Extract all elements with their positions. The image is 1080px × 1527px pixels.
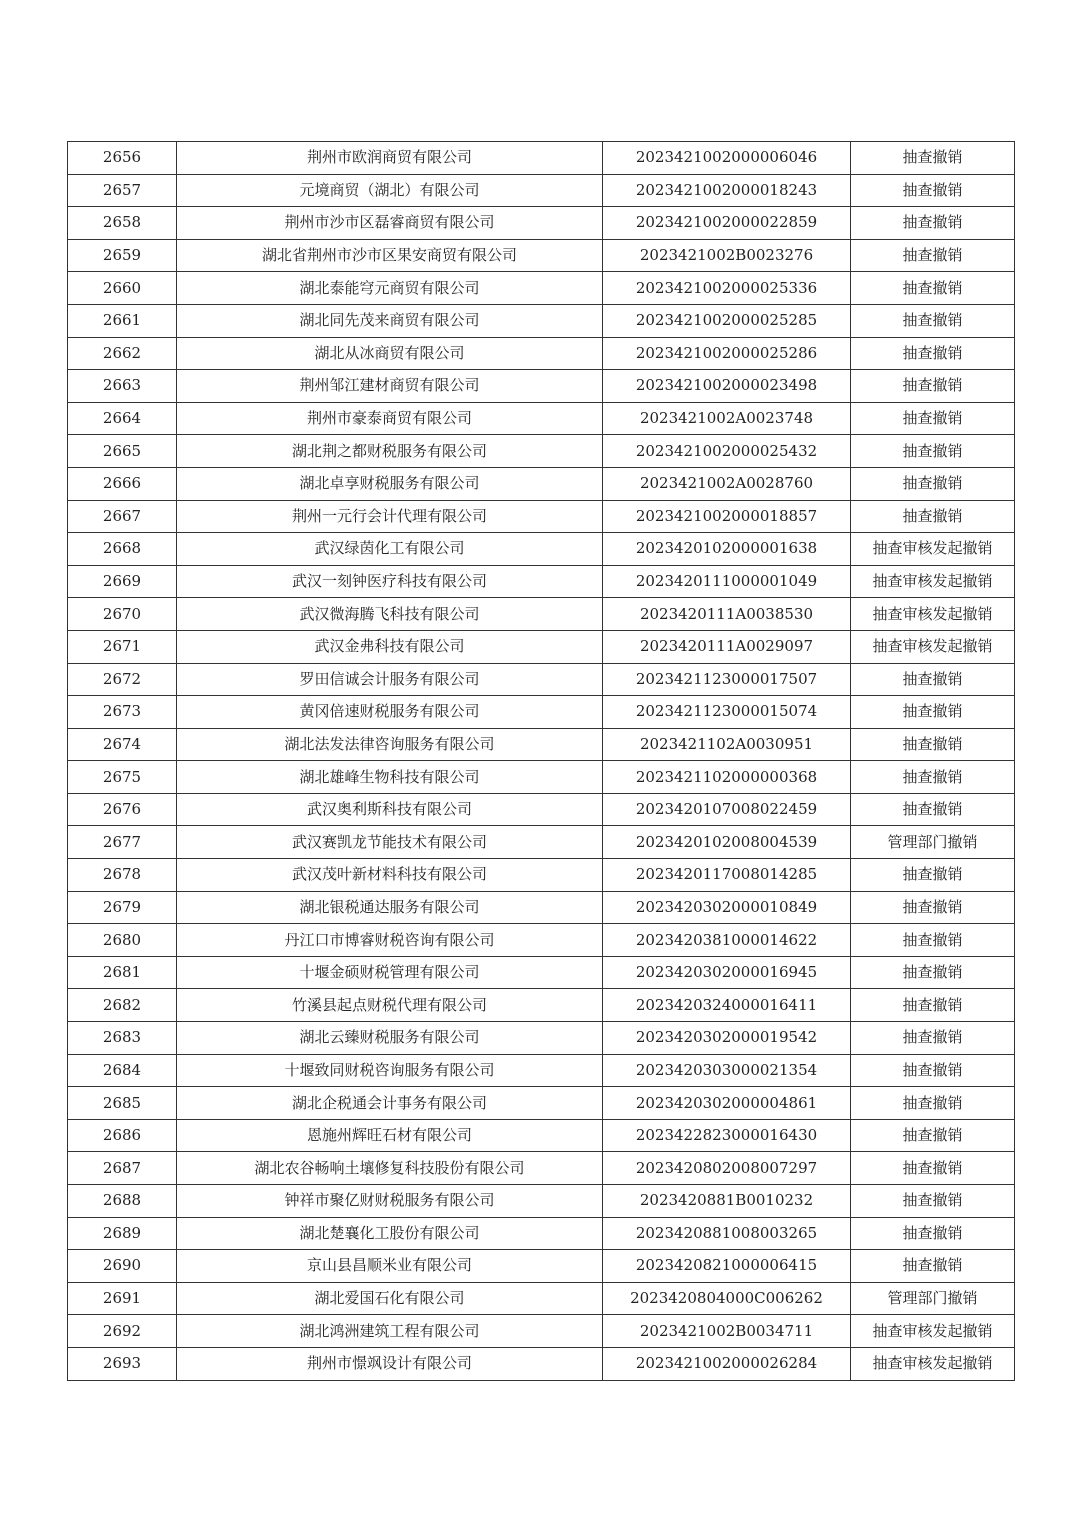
table-row (68, 1282, 1015, 1315)
row-number-cell: 2675 (68, 761, 177, 794)
company-name-cell: 元境商贸（湖北）有限公司 (177, 174, 603, 207)
registration-code-cell: 2023421002000006046 (603, 142, 851, 175)
row-number-cell: 2658 (68, 207, 177, 240)
company-name-cell: 荆州市沙市区磊睿商贸有限公司 (177, 207, 603, 240)
table-row (68, 1250, 1015, 1283)
registration-code-cell: 2023421002000022859 (603, 207, 851, 240)
row-number-cell: 2659 (68, 239, 177, 272)
table-row (68, 630, 1015, 663)
row-number-cell: 2668 (68, 533, 177, 566)
row-number-cell: 2683 (68, 1022, 177, 1055)
company-name-cell: 湖北农谷畅响土壤修复科技股份有限公司 (177, 1152, 603, 1185)
row-number-cell: 2681 (68, 956, 177, 989)
company-name-cell: 武汉金弗科技有限公司 (177, 630, 603, 663)
revocation-status-cell: 抽查撤销 (851, 924, 1015, 957)
row-number-cell: 2686 (68, 1119, 177, 1152)
company-name-cell: 湖北云臻财税服务有限公司 (177, 1022, 603, 1055)
row-number-cell: 2674 (68, 728, 177, 761)
row-number-cell: 2685 (68, 1087, 177, 1120)
revocation-status-cell: 抽查撤销 (851, 239, 1015, 272)
revocation-status-cell: 抽查撤销 (851, 272, 1015, 305)
revocation-status-cell: 抽查撤销 (851, 174, 1015, 207)
company-name-cell: 湖北卓享财税服务有限公司 (177, 467, 603, 500)
row-number-cell: 2690 (68, 1250, 177, 1283)
revocation-status-cell: 抽查撤销 (851, 142, 1015, 175)
row-number-cell: 2693 (68, 1347, 177, 1380)
row-number-cell: 2676 (68, 793, 177, 826)
table-row (68, 467, 1015, 500)
revocation-status-cell: 抽查撤销 (851, 1054, 1015, 1087)
table-row (68, 859, 1015, 892)
revocation-status-cell: 抽查撤销 (851, 1185, 1015, 1218)
row-number-cell: 2673 (68, 696, 177, 729)
registration-code-cell: 2023420802008007297 (603, 1152, 851, 1185)
table-row (68, 533, 1015, 566)
company-name-cell: 湖北从冰商贸有限公司 (177, 337, 603, 370)
registration-code-cell: 2023421002000023498 (603, 370, 851, 403)
revocation-status-cell: 抽查撤销 (851, 467, 1015, 500)
row-number-cell: 2682 (68, 989, 177, 1022)
registration-code-cell: 2023420107008022459 (603, 793, 851, 826)
row-number-cell: 2670 (68, 598, 177, 631)
table-row (68, 696, 1015, 729)
row-number-cell: 2660 (68, 272, 177, 305)
revocation-status-cell: 抽查撤销 (851, 500, 1015, 533)
row-number-cell: 2669 (68, 565, 177, 598)
revocation-table (67, 141, 1015, 1381)
company-name-cell: 湖北企税通会计事务有限公司 (177, 1087, 603, 1120)
registration-code-cell: 2023422823000016430 (603, 1119, 851, 1152)
row-number-cell: 2662 (68, 337, 177, 370)
table-row (68, 1315, 1015, 1348)
registration-code-cell: 2023421102A0030951 (603, 728, 851, 761)
company-name-cell: 京山县昌顺米业有限公司 (177, 1250, 603, 1283)
company-name-cell: 十堰金硕财税管理有限公司 (177, 956, 603, 989)
table-row (68, 207, 1015, 240)
row-number-cell: 2666 (68, 467, 177, 500)
registration-code-cell: 2023420102000001638 (603, 533, 851, 566)
revocation-status-cell: 抽查撤销 (851, 1217, 1015, 1250)
table-row (68, 728, 1015, 761)
revocation-status-cell: 抽查撤销 (851, 207, 1015, 240)
row-number-cell: 2689 (68, 1217, 177, 1250)
company-name-cell: 十堰致同财税咨询服务有限公司 (177, 1054, 603, 1087)
revocation-status-cell: 管理部门撤销 (851, 1282, 1015, 1315)
row-number-cell: 2657 (68, 174, 177, 207)
registration-code-cell: 2023421002000025432 (603, 435, 851, 468)
revocation-status-cell: 抽查撤销 (851, 793, 1015, 826)
company-name-cell: 湖北爱国石化有限公司 (177, 1282, 603, 1315)
revocation-status-cell: 抽查审核发起撤销 (851, 630, 1015, 663)
company-name-cell: 湖北荆之都财税服务有限公司 (177, 435, 603, 468)
registration-code-cell: 2023420881B0010232 (603, 1185, 851, 1218)
company-name-cell: 武汉赛凯龙节能技术有限公司 (177, 826, 603, 859)
company-name-cell: 湖北法发法律咨询服务有限公司 (177, 728, 603, 761)
row-number-cell: 2656 (68, 142, 177, 175)
table-row (68, 337, 1015, 370)
company-name-cell: 湖北同先茂来商贸有限公司 (177, 304, 603, 337)
table-row (68, 500, 1015, 533)
table-body (68, 142, 1015, 1381)
revocation-status-cell: 抽查审核发起撤销 (851, 1315, 1015, 1348)
table-row (68, 1152, 1015, 1185)
company-name-cell: 武汉一刻钟医疗科技有限公司 (177, 565, 603, 598)
registration-code-cell: 2023421002000025285 (603, 304, 851, 337)
revocation-status-cell: 抽查撤销 (851, 663, 1015, 696)
registration-code-cell: 2023421123000017507 (603, 663, 851, 696)
row-number-cell: 2664 (68, 402, 177, 435)
revocation-status-cell: 管理部门撤销 (851, 826, 1015, 859)
revocation-status-cell: 抽查审核发起撤销 (851, 598, 1015, 631)
revocation-status-cell: 抽查撤销 (851, 304, 1015, 337)
revocation-status-cell: 抽查撤销 (851, 989, 1015, 1022)
company-name-cell: 荆州邹江建材商贸有限公司 (177, 370, 603, 403)
registration-code-cell: 2023420111000001049 (603, 565, 851, 598)
table-row (68, 793, 1015, 826)
revocation-status-cell: 抽查撤销 (851, 337, 1015, 370)
row-number-cell: 2684 (68, 1054, 177, 1087)
registration-code-cell: 2023421002A0028760 (603, 467, 851, 500)
revocation-status-cell: 抽查撤销 (851, 1087, 1015, 1120)
registration-code-cell: 2023421002000026284 (603, 1347, 851, 1380)
company-name-cell: 武汉绿茵化工有限公司 (177, 533, 603, 566)
registration-code-cell: 2023421002000018243 (603, 174, 851, 207)
registration-code-cell: 2023420111A0038530 (603, 598, 851, 631)
revocation-status-cell: 抽查撤销 (851, 1152, 1015, 1185)
row-number-cell: 2677 (68, 826, 177, 859)
revocation-status-cell: 抽查审核发起撤销 (851, 565, 1015, 598)
table-row (68, 1054, 1015, 1087)
registration-code-cell: 2023421002000018857 (603, 500, 851, 533)
registration-code-cell: 2023420381000014622 (603, 924, 851, 957)
row-number-cell: 2661 (68, 304, 177, 337)
company-name-cell: 罗田信诚会计服务有限公司 (177, 663, 603, 696)
table-row (68, 924, 1015, 957)
company-name-cell: 武汉微海腾飞科技有限公司 (177, 598, 603, 631)
row-number-cell: 2663 (68, 370, 177, 403)
registration-code-cell: 2023420821000006415 (603, 1250, 851, 1283)
company-name-cell: 湖北鸿洲建筑工程有限公司 (177, 1315, 603, 1348)
revocation-status-cell: 抽查审核发起撤销 (851, 533, 1015, 566)
row-number-cell: 2692 (68, 1315, 177, 1348)
table-row (68, 1347, 1015, 1380)
company-name-cell: 湖北楚襄化工股份有限公司 (177, 1217, 603, 1250)
row-number-cell: 2691 (68, 1282, 177, 1315)
company-name-cell: 荆州市豪泰商贸有限公司 (177, 402, 603, 435)
table-row (68, 239, 1015, 272)
table-row (68, 989, 1015, 1022)
registration-code-cell: 2023420324000016411 (603, 989, 851, 1022)
table-row (68, 1185, 1015, 1218)
registration-code-cell: 2023421002B0023276 (603, 239, 851, 272)
company-name-cell: 荆州一元行会计代理有限公司 (177, 500, 603, 533)
registration-code-cell: 2023421002B0034711 (603, 1315, 851, 1348)
registration-code-cell: 2023420117008014285 (603, 859, 851, 892)
revocation-status-cell: 抽查撤销 (851, 761, 1015, 794)
company-name-cell: 武汉茂叶新材料科技有限公司 (177, 859, 603, 892)
registration-code-cell: 2023420804000C006262 (603, 1282, 851, 1315)
table-row (68, 826, 1015, 859)
company-name-cell: 荆州市欧润商贸有限公司 (177, 142, 603, 175)
table-row (68, 598, 1015, 631)
company-name-cell: 黄冈倍速财税服务有限公司 (177, 696, 603, 729)
registration-code-cell: 2023421123000015074 (603, 696, 851, 729)
row-number-cell: 2678 (68, 859, 177, 892)
table-row (68, 956, 1015, 989)
table-row (68, 304, 1015, 337)
row-number-cell: 2687 (68, 1152, 177, 1185)
registration-code-cell: 2023420302000019542 (603, 1022, 851, 1055)
row-number-cell: 2672 (68, 663, 177, 696)
revocation-status-cell: 抽查撤销 (851, 696, 1015, 729)
table-row (68, 663, 1015, 696)
table-row (68, 142, 1015, 175)
registration-code-cell: 2023420881008003265 (603, 1217, 851, 1250)
table-row (68, 174, 1015, 207)
company-name-cell: 湖北泰能穹元商贸有限公司 (177, 272, 603, 305)
table-row (68, 1022, 1015, 1055)
table-row (68, 402, 1015, 435)
table-row (68, 891, 1015, 924)
company-name-cell: 恩施州辉旺石材有限公司 (177, 1119, 603, 1152)
revocation-status-cell: 抽查撤销 (851, 728, 1015, 761)
revocation-status-cell: 抽查撤销 (851, 891, 1015, 924)
table-row (68, 761, 1015, 794)
revocation-status-cell: 抽查撤销 (851, 370, 1015, 403)
registration-code-cell: 2023420302000016945 (603, 956, 851, 989)
company-name-cell: 湖北银税通达服务有限公司 (177, 891, 603, 924)
registration-code-cell: 2023420302000010849 (603, 891, 851, 924)
revocation-status-cell: 抽查撤销 (851, 956, 1015, 989)
row-number-cell: 2665 (68, 435, 177, 468)
company-name-cell: 丹江口市博睿财税咨询有限公司 (177, 924, 603, 957)
revocation-status-cell: 抽查撤销 (851, 859, 1015, 892)
revocation-status-cell: 抽查撤销 (851, 1022, 1015, 1055)
registration-code-cell: 2023420302000004861 (603, 1087, 851, 1120)
row-number-cell: 2671 (68, 630, 177, 663)
table-row (68, 272, 1015, 305)
revocation-status-cell: 抽查审核发起撤销 (851, 1347, 1015, 1380)
table-row (68, 435, 1015, 468)
table-row (68, 1119, 1015, 1152)
registration-code-cell: 2023421102000000368 (603, 761, 851, 794)
registration-code-cell: 2023421002000025286 (603, 337, 851, 370)
company-name-cell: 竹溪县起点财税代理有限公司 (177, 989, 603, 1022)
registration-code-cell: 2023420102008004539 (603, 826, 851, 859)
table-row (68, 565, 1015, 598)
company-name-cell: 湖北省荆州市沙市区果安商贸有限公司 (177, 239, 603, 272)
registration-code-cell: 2023420111A0029097 (603, 630, 851, 663)
registration-code-cell: 2023421002A0023748 (603, 402, 851, 435)
registration-code-cell: 2023420303000021354 (603, 1054, 851, 1087)
table-row (68, 1217, 1015, 1250)
company-name-cell: 荆州市憬飒设计有限公司 (177, 1347, 603, 1380)
company-name-cell: 钟祥市聚亿财财税服务有限公司 (177, 1185, 603, 1218)
row-number-cell: 2667 (68, 500, 177, 533)
revocation-status-cell: 抽查撤销 (851, 402, 1015, 435)
revocation-status-cell: 抽查撤销 (851, 1250, 1015, 1283)
row-number-cell: 2679 (68, 891, 177, 924)
table-row (68, 370, 1015, 403)
revocation-status-cell: 抽查撤销 (851, 435, 1015, 468)
company-name-cell: 武汉奥利斯科技有限公司 (177, 793, 603, 826)
registration-code-cell: 2023421002000025336 (603, 272, 851, 305)
revocation-status-cell: 抽查撤销 (851, 1119, 1015, 1152)
company-name-cell: 湖北雄峰生物科技有限公司 (177, 761, 603, 794)
row-number-cell: 2688 (68, 1185, 177, 1218)
row-number-cell: 2680 (68, 924, 177, 957)
table-row (68, 1087, 1015, 1120)
